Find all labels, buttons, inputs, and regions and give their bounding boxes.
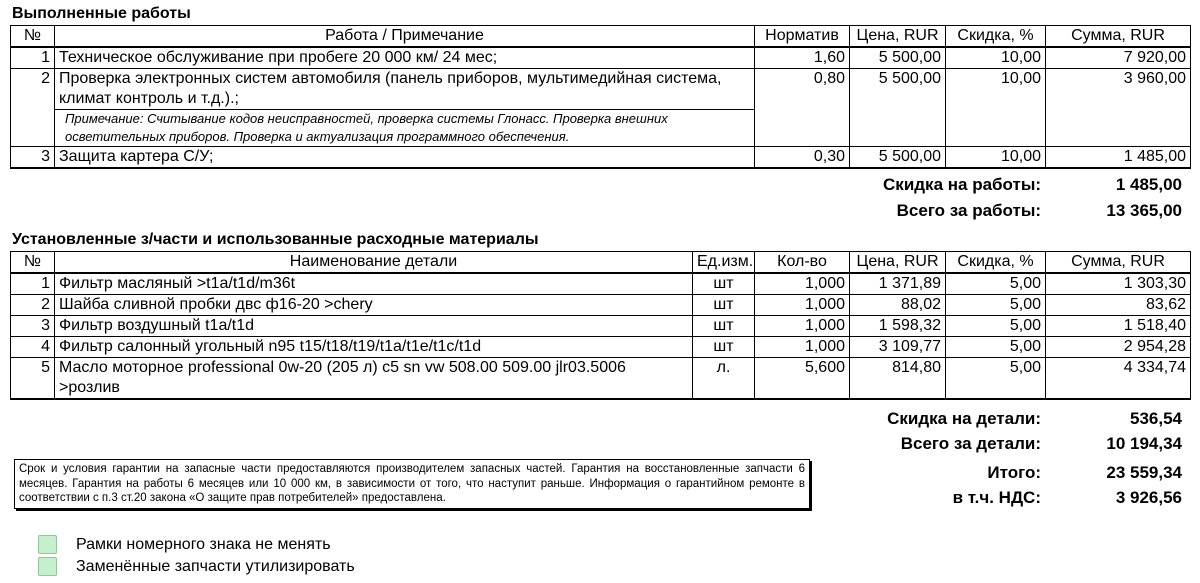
grand-total-label <box>820 463 1041 483</box>
work-norm: 0,30 <box>755 147 850 169</box>
table-row <box>11 147 1191 169</box>
checkbox-row-dispose-parts[interactable] <box>38 557 355 576</box>
part-discount: 5,00 <box>946 273 1046 295</box>
checkbox[interactable] <box>38 535 57 554</box>
works-col-no: № <box>11 26 55 48</box>
work-name: Проверка электронных систем автомобиля (панель приборов, мультимедийная система, климат контроль и т.д.).; <box>55 69 755 110</box>
works-table <box>10 25 1191 169</box>
work-sum: 3 960,00 <box>1046 69 1191 147</box>
work-norm: 0,80 <box>755 69 850 147</box>
vat-label-text: в т.ч. НДС: <box>952 488 1041 507</box>
vat-value: 3 926,56 <box>1115 488 1182 507</box>
parts-col-discount: Скидка, % <box>946 252 1046 274</box>
grand-total-label-text: Итого: <box>987 463 1041 482</box>
part-unit: шт <box>693 295 755 316</box>
part-qty: 1,000 <box>755 295 850 316</box>
table-row <box>11 337 1191 358</box>
part-qty: 1,000 <box>755 273 850 295</box>
works-col-norm: Норматив <box>755 26 850 48</box>
parts-total-value: 10 194,34 <box>1106 434 1182 453</box>
works-col-price: Цена, RUR <box>850 26 946 48</box>
part-price: 88,02 <box>850 295 946 316</box>
row-number: 5 <box>11 358 55 400</box>
parts-total-label <box>700 434 1041 454</box>
part-discount: 5,00 <box>946 337 1046 358</box>
part-unit: л. <box>693 358 755 400</box>
part-name: Масло моторное professional 0w-20 (205 л) c5 sn vw 508.00 509.00 jlr03.5006 >розлив <box>55 358 693 400</box>
part-qty: 1,000 <box>755 337 850 358</box>
parts-col-price: Цена, RUR <box>850 252 946 274</box>
part-discount: 5,00 <box>946 295 1046 316</box>
row-number: 4 <box>11 337 55 358</box>
work-discount: 10,00 <box>946 147 1046 169</box>
row-number: 3 <box>11 316 55 337</box>
table-row <box>11 295 1191 316</box>
part-price: 1 371,89 <box>850 273 946 295</box>
work-sum: 7 920,00 <box>1046 47 1191 69</box>
work-note: Примечание: Считывание кодов неисправностей, проверка системы Глонасс. Проверка внешних осветительных приборов. Проверка и актуализация программного обеспечения. <box>55 110 755 147</box>
checkbox-row-plate-frames[interactable] <box>38 535 331 554</box>
checkbox[interactable] <box>38 557 57 576</box>
checkbox-label: Заменённые запчасти утилизировать <box>76 557 355 575</box>
checkbox-label: Рамки номерного знака не менять <box>76 535 331 553</box>
part-name: Фильтр салонный угольный n95 t15/t18/t19/t1a/t1e/t1c/t1d <box>55 337 693 358</box>
row-number: 1 <box>11 273 55 295</box>
part-sum: 83,62 <box>1046 295 1191 316</box>
part-qty: 1,000 <box>755 316 850 337</box>
parts-section-title: Установленные з/части и использованные расходные материалы <box>12 231 539 248</box>
parts-discount-label <box>700 409 1041 429</box>
part-discount: 5,00 <box>946 358 1046 400</box>
parts-total-label-text: Всего за детали: <box>900 434 1041 453</box>
warranty-note: Срок и условия гарантии на запасные части предоставляются производителем запасных частей. Гарантия на восстановленные запчасти 6 месяцев. Гарантия на работы 6 месяцев или 10 000 км, в зависимости от того, что наступит раньше. Информация о гарантийном ремонте в соответствии с п.3 ст.20 закона «О защите прав потребителей» предоставлена. <box>14 459 810 509</box>
work-discount: 10,00 <box>946 47 1046 69</box>
works-header-row <box>11 26 1191 48</box>
part-price: 814,80 <box>850 358 946 400</box>
parts-col-qty: Кол-во <box>755 252 850 274</box>
part-unit: шт <box>693 316 755 337</box>
table-row <box>11 69 1191 110</box>
parts-col-name: Наименование детали <box>55 252 693 274</box>
parts-col-unit: Ед.изм. <box>693 252 755 274</box>
works-discount-label <box>700 175 1041 195</box>
works-total-label-text: Всего за работы: <box>896 201 1041 220</box>
part-sum: 1 303,30 <box>1046 273 1191 295</box>
work-discount: 10,00 <box>946 69 1046 147</box>
work-price: 5 500,00 <box>850 47 946 69</box>
row-number: 1 <box>11 47 55 69</box>
parts-col-sum: Сумма, RUR <box>1046 252 1191 274</box>
works-total-label <box>700 201 1041 221</box>
part-unit: шт <box>693 337 755 358</box>
table-row <box>11 358 1191 400</box>
row-number: 2 <box>11 69 55 147</box>
works-total-value: 13 365,00 <box>1106 201 1182 220</box>
part-unit: шт <box>693 273 755 295</box>
row-number: 3 <box>11 147 55 169</box>
table-row <box>11 316 1191 337</box>
parts-col-no: № <box>11 252 55 274</box>
works-discount-value: 1 485,00 <box>1115 175 1182 194</box>
row-number: 2 <box>11 295 55 316</box>
parts-discount-label-text: Скидка на детали: <box>887 409 1041 428</box>
part-name: Фильтр воздушный t1a/t1d <box>55 316 693 337</box>
work-name: Техническое обслуживание при пробеге 20 000 км/ 24 мес; <box>55 47 755 69</box>
vat-label <box>820 488 1041 508</box>
work-price: 5 500,00 <box>850 147 946 169</box>
part-name: Шайба сливной пробки двс ф16-20 >chery <box>55 295 693 316</box>
work-price: 5 500,00 <box>850 69 946 147</box>
part-price: 3 109,77 <box>850 337 946 358</box>
part-sum: 2 954,28 <box>1046 337 1191 358</box>
part-sum: 4 334,74 <box>1046 358 1191 400</box>
parts-table <box>10 251 1191 400</box>
work-sum: 1 485,00 <box>1046 147 1191 169</box>
work-name: Защита картера С/У; <box>55 147 755 169</box>
part-sum: 1 518,40 <box>1046 316 1191 337</box>
table-row <box>11 47 1191 69</box>
part-qty: 5,600 <box>755 358 850 400</box>
grand-total-value: 23 559,34 <box>1106 463 1182 482</box>
part-discount: 5,00 <box>946 316 1046 337</box>
works-discount-label-text: Скидка на работы: <box>883 175 1041 194</box>
works-col-name: Работа / Примечание <box>55 26 755 48</box>
parts-header-row <box>11 252 1191 274</box>
part-name: Фильтр масляный >t1a/t1d/m36t <box>55 273 693 295</box>
parts-discount-value: 536,54 <box>1130 409 1182 428</box>
table-row <box>11 273 1191 295</box>
works-col-discount: Скидка, % <box>946 26 1046 48</box>
work-norm: 1,60 <box>755 47 850 69</box>
works-section-title: Выполненные работы <box>12 5 191 22</box>
works-col-sum: Сумма, RUR <box>1046 26 1191 48</box>
part-price: 1 598,32 <box>850 316 946 337</box>
